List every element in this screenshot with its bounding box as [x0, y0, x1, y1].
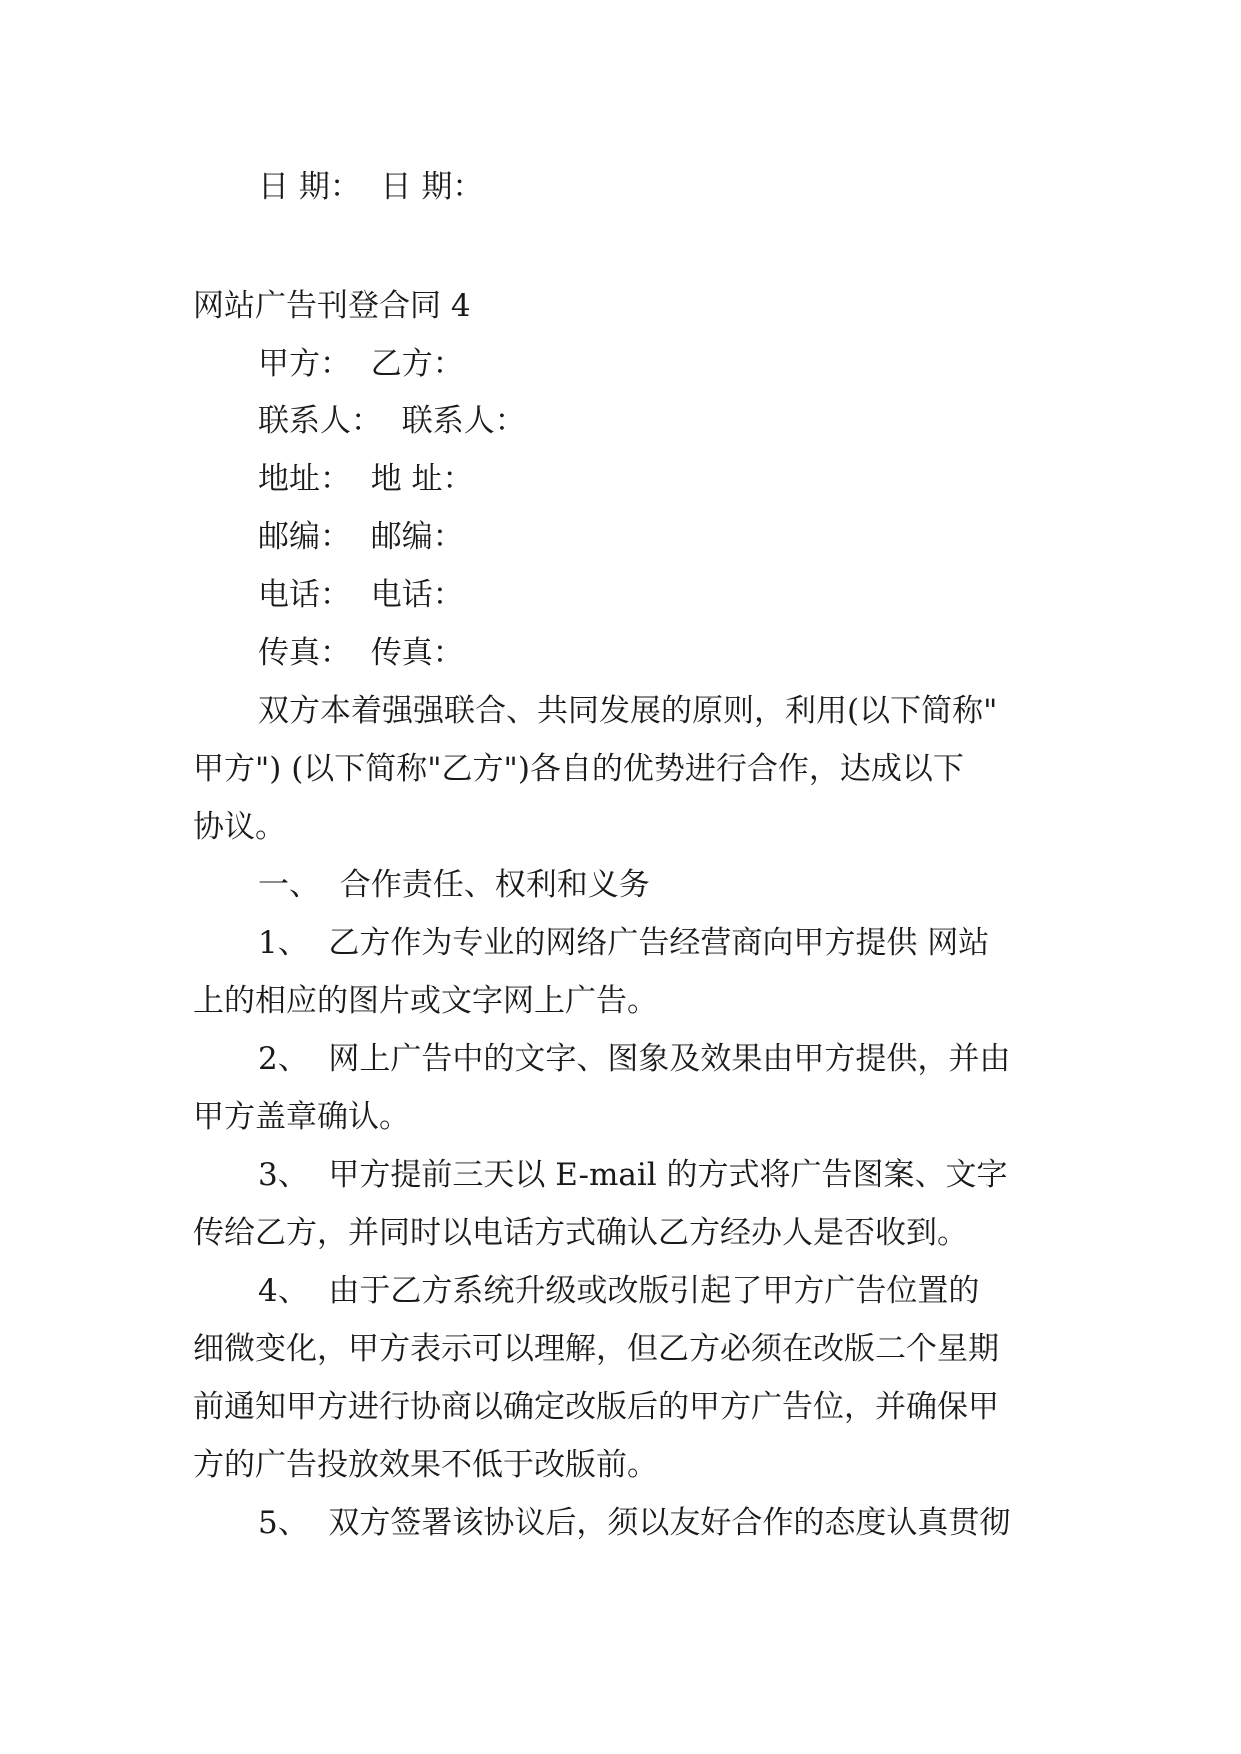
- clause-1-line-1: 1、 乙方作为专业的网络广告经营商向甲方提供 网站: [258, 925, 990, 961]
- clause-1-line-2: 上的相应的图片或文字网上广告。: [193, 983, 658, 1019]
- party-line-address: 地址： 地 址：: [258, 461, 474, 497]
- clause-4-line-2: 细微变化，甲方表示可以理解，但乙方必须在改版二个星期: [193, 1331, 999, 1367]
- section-heading: 一、 合作责任、权利和义务: [258, 867, 650, 903]
- clause-5-line-1: 5、 双方签署该协议后，须以友好合作的态度认真贯彻: [258, 1505, 1011, 1541]
- party-line-postcode: 邮编： 邮编：: [258, 519, 464, 555]
- clause-2-line-2: 甲方盖章确认。: [193, 1099, 410, 1135]
- intro-line-2: 甲方") (以下简称"乙方")各自的优势进行合作，达成以下: [193, 751, 964, 787]
- clause-4-line-1: 4、 由于乙方系统升级或改版引起了甲方广告位置的: [258, 1273, 980, 1309]
- intro-line-3: 协议。: [193, 809, 286, 845]
- party-line-fax: 传真： 传真：: [258, 635, 464, 671]
- clause-2-line-1: 2、 网上广告中的文字、图象及效果由甲方提供，并由: [258, 1041, 1011, 1077]
- contract-title: 网站广告刊登合同 4: [193, 288, 471, 324]
- date-line: 日 期： 日 期：: [258, 169, 484, 205]
- clause-3-line-2: 传给乙方，并同时以电话方式确认乙方经办人是否收到。: [193, 1215, 968, 1251]
- intro-line-1: 双方本着强强联合、共同发展的原则，利用(以下简称": [258, 693, 998, 729]
- party-line-names: 甲方： 乙方：: [258, 346, 464, 382]
- party-line-phone: 电话： 电话：: [258, 577, 464, 613]
- clause-3-line-1: 3、 甲方提前三天以 E-mail 的方式将广告图案、文字: [258, 1157, 1008, 1193]
- party-line-contact: 联系人： 联系人：: [258, 403, 526, 439]
- clause-4-line-4: 方的广告投放效果不低于改版前。: [193, 1447, 658, 1483]
- clause-4-line-3: 前通知甲方进行协商以确定改版后的甲方广告位，并确保甲: [193, 1389, 999, 1425]
